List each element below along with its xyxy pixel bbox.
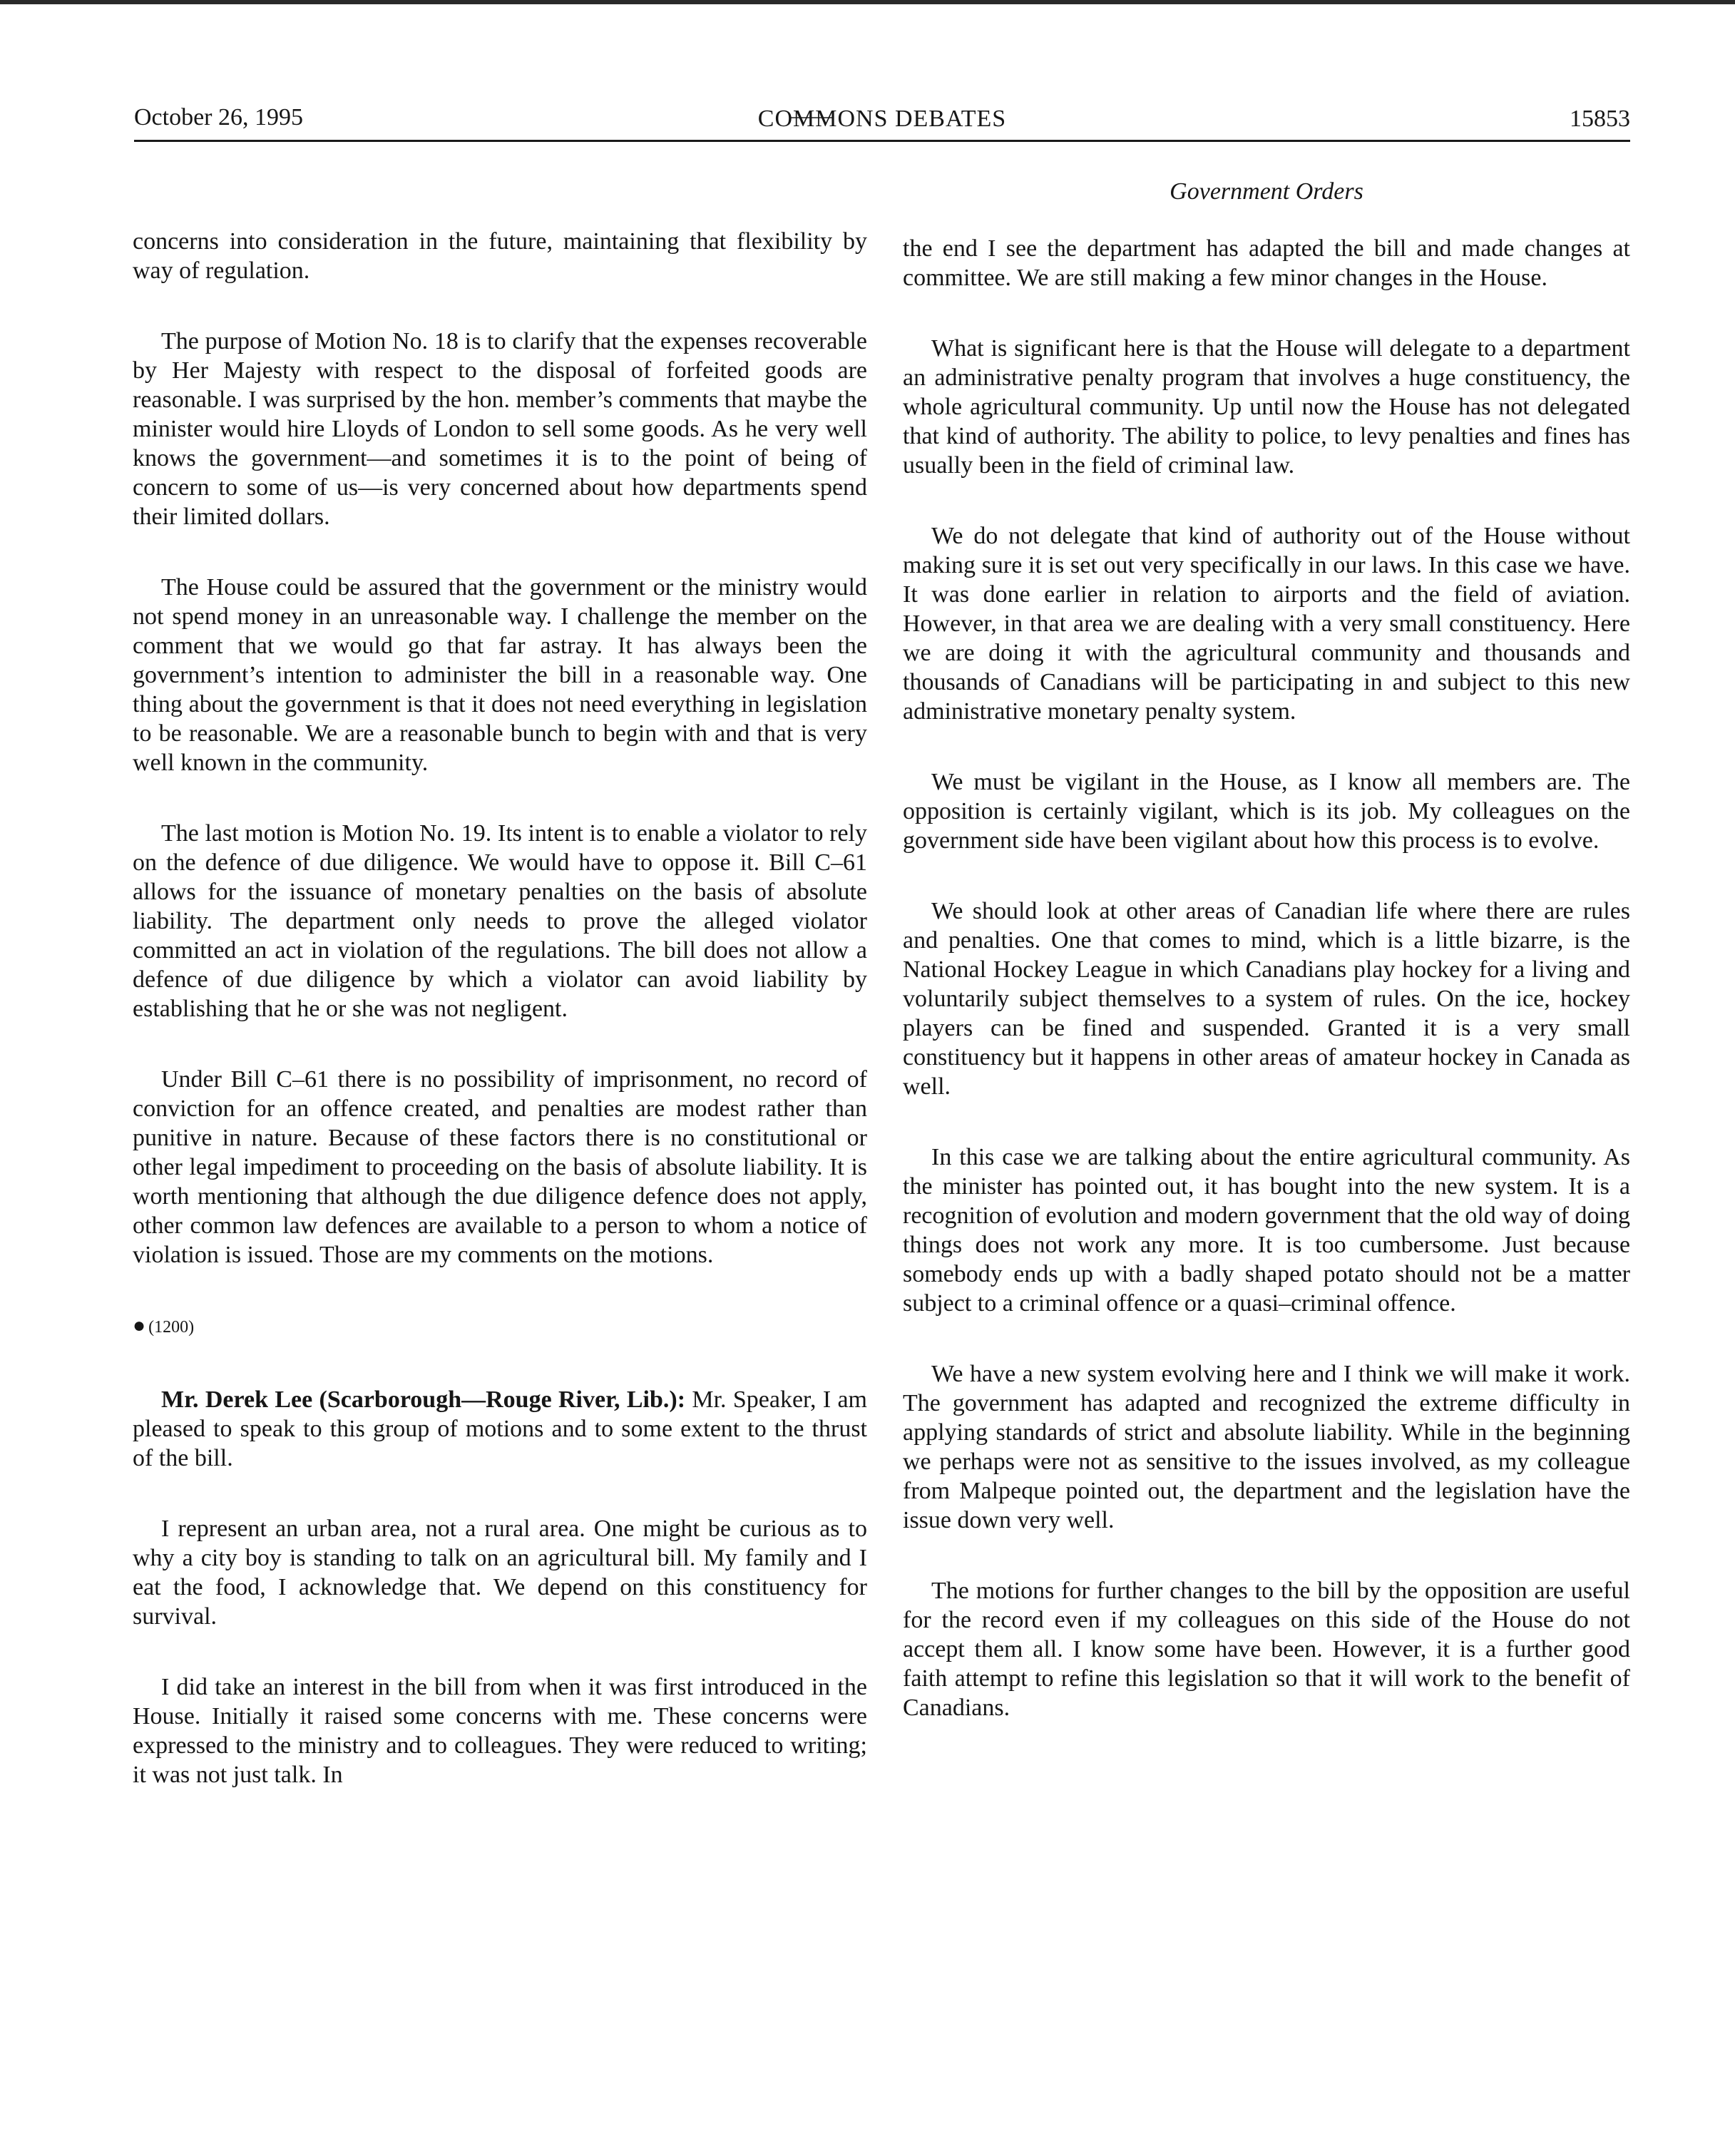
right-paragraph-4: We must be vigilant in the House, as I know all members are. The opposition is certainly vigilant, which is its job. My colleagues on the government side have been vigilant about how this process is to evolve.	[903, 769, 1630, 854]
left-paragraph-6	[133, 1385, 867, 1473]
right-paragraph-3: We do not delegate that kind of authority out of the House without making sure it is set out very specifically in our laws. In this case we have. It was done earlier in relation to airports and the field of aviation. However, in that area we are dealing with a very small constituency. Here we are doing it with the agricultural community and thousands and thousands of Canadians will be participating in and subject to this new administrative monetary penalty system.	[903, 523, 1630, 725]
time-marker-text: (1200)	[148, 1318, 195, 1337]
right-paragraph-7: We have a new system evolving here and I think we will make it work. The government has adapted and recognized the extreme difficulty in applying standards of strict and absolute liability. While in the beginning we perhaps were not as sensitive to the issues involved, as my colleague from Malpeque pointed out, the department and the legislation have the issue down very well.	[903, 1361, 1630, 1533]
scan-top-edge	[0, 0, 1735, 4]
header-title: COMMONS DEBATES	[757, 106, 1007, 132]
left-paragraph-3: The House could be assured that the government or the ministry would not spend money in an unreasonable way. I challenge the member on the comment that we would go that far astray. It has always been the government’s intention to administer the bill in a reasonable way. One thing about the government is that it does not need everything in legislation to be reasonable. We are a reasonable bunch to begin with and that is very well known in the community.	[133, 574, 867, 776]
right-paragraph-8: The motions for further changes to the bill by the opposition are useful for the record even if my colleagues on this side of the House do not accept them all. I know some have been. However, it is a further good faith attempt to refine this legislation so that it will work to the benefit of Canadians.	[903, 1578, 1630, 1721]
header-rule	[134, 140, 1630, 142]
time-marker	[133, 1311, 867, 1342]
left-paragraph-7: I represent an urban area, not a rural area. One might be curious as to why a city boy is standing to talk on an agricultural bill. My family and I eat the food, I acknowledge that. We depend on this constituency for survival.	[133, 1516, 867, 1630]
right-paragraph-1: the end I see the department has adapted the bill and made changes at committee. We are still making a few minor changes in the House.	[903, 235, 1630, 291]
left-paragraph-1: concerns into consideration in the future, maintaining that flexibility by way of regulation.	[133, 228, 867, 284]
speaker-remarks: Mr. Speaker, I am pleased to speak to this group of motions and to some extent to the thrust of the bill.	[133, 1386, 867, 1471]
left-paragraph-2: The purpose of Motion No. 18 is to clarify that the expenses recoverable by Her Majesty with respect to the disposal of forfeited goods are reasonable. I was surprised by the hon. member’s comments that maybe the minister would hire Lloyds of London to sell some goods. As he very well knows the government—and sometimes it is to the point of being of concern to some of us—is very concerned about how departments spend their limited dollars.	[133, 328, 867, 530]
running-head: Government Orders	[1170, 178, 1363, 205]
header-page-number: 15853	[1570, 106, 1630, 132]
header-date: October 26, 1995	[134, 104, 304, 131]
right-column	[903, 234, 1630, 1764]
page-header	[134, 100, 1630, 143]
right-paragraph-5: We should look at other areas of Canadian life where there are rules and penalties. One that comes to mind, which is a little bizarre, is the National Hockey League in which Canadians play hockey for a living and voluntarily subject themselves to a system of rules. On the ice, hockey players can be fined and suspended. Granted it is a very small constituency but it happens in other areas of amateur hockey in Canada as well.	[903, 898, 1630, 1100]
right-paragraph-2: What is significant here is that the House will delegate to a department an administrative penalty program that involves a huge constituency, the whole agricultural community. Up until now the House has not delegated that kind of authority. The ability to police, to levy penalties and fines has usually been in the field of criminal law.	[903, 335, 1630, 479]
left-column	[133, 227, 867, 1831]
speaker-name: Mr. Derek Lee (Scarborough—Rouge River, Lib.):	[161, 1386, 686, 1413]
bullet-icon: ●	[133, 1314, 146, 1337]
left-paragraph-5: Under Bill C–61 there is no possibility of imprisonment, no record of conviction for an offence created, and penalties are modest rather than punitive in nature. Because of these factors there is no constitutional or other legal impediment to proceeding on the basis of absolute liability. It is worth mentioning that although the due diligence defence does not apply, other common law defences are available to a person to whom a notice of violation is issued. Those are my comments on the motions.	[133, 1066, 867, 1268]
right-paragraph-6: In this case we are talking about the entire agricultural community. As the minister has pointed out, it has bought into the new system. It is a recognition of evolution and modern government that the old way of doing things does not work any more. It is too cumbersome. Just because somebody ends up with a badly shaped potato should not be a matter subject to a criminal offence or a quasi–criminal offence.	[903, 1144, 1630, 1317]
left-paragraph-8: I did take an interest in the bill from when it was first introduced in the House. Initially it raised some concerns with me. These concerns were expressed to the ministry and to colleagues. They were reduced to writing; it was not just talk. In	[133, 1674, 867, 1788]
left-paragraph-4: The last motion is Motion No. 19. Its intent is to enable a violator to rely on the defence of due diligence. We would have to oppose it. Bill C–61 allows for the issuance of monetary penalties on the basis of absolute liability. The department only needs to prove the alleged violator committed an act in violation of the regulations. The bill does not allow a defence of due diligence by which a violator can avoid liability by establishing that he or she was not negligent.	[133, 820, 867, 1022]
